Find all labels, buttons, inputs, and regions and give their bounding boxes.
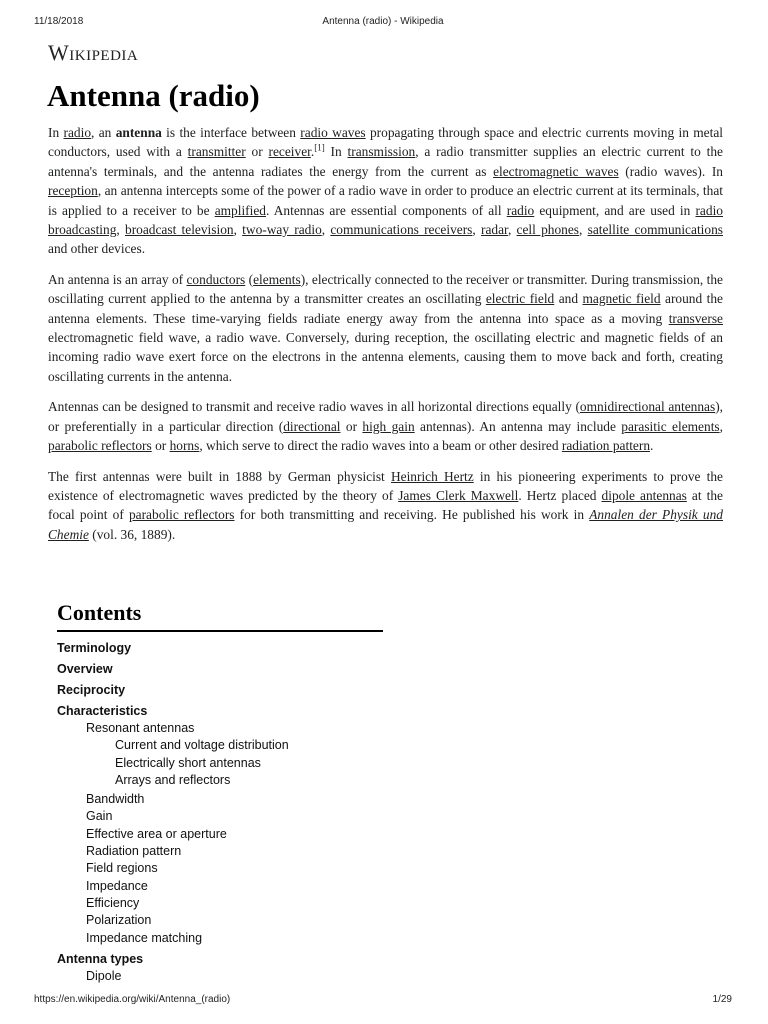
reference-1[interactable]: [1]	[314, 142, 325, 153]
page-title: Antenna (radio)	[47, 78, 260, 113]
link-radio-waves[interactable]: radio waves	[300, 125, 366, 140]
paragraph-2: An antenna is an array of conductors (elements), electrically connected to the receiver or transmitter. During transmission, the oscillating current applied to the antenna by a transmitter creates an oscillating electric field and magnetic field around the antenna elements. These time-varying fields radiate energy away from the antenna into space as a moving transverse electromagnetic field wave, a radio wave. Conversely, during reception, the oscillating electric and magnetic fields of an incoming radio wave exert force on the electrons in the antenna elements, causing them to move back and forth, creating oscillating currents in the antenna.	[48, 271, 724, 384]
print-header	[34, 16, 732, 30]
link-radio-equipment[interactable]: radio	[506, 202, 535, 218]
toc-item-dipole[interactable]: Dipole	[86, 968, 122, 983]
toc-item-reciprocity[interactable]: Reciprocity	[57, 683, 126, 697]
toc-item-radiation-pattern[interactable]: Radiation pattern	[86, 844, 182, 859]
link-directional[interactable]: directional	[283, 418, 341, 434]
toc-item-arrays-and-reflectors[interactable]: Arrays and reflectors	[115, 772, 231, 787]
print-url: https://en.wikipedia.org/wiki/Antenna_(radio)	[34, 994, 231, 1005]
link-amplified[interactable]: amplified	[214, 202, 267, 218]
toc-sublist-resonant	[86, 737, 383, 789]
toc-item-impedance[interactable]: Impedance	[86, 878, 148, 893]
link-parabolic-reflectors-2[interactable]: parabolic reflectors	[128, 507, 235, 523]
link-elements[interactable]: elements	[253, 271, 301, 287]
link-electromagnetic-waves[interactable]: electromagnetic waves	[493, 163, 619, 179]
table-of-contents	[57, 600, 383, 989]
toc-sublist-antenna-types	[57, 968, 383, 985]
print-page-title: Antenna (radio) - Wikipedia	[322, 16, 444, 27]
link-conductors[interactable]: conductors	[186, 271, 246, 287]
link-high-gain[interactable]: high gain	[362, 418, 415, 434]
toc-item-field-regions[interactable]: Field regions	[86, 861, 158, 876]
toc-item-overview[interactable]: Overview	[57, 662, 113, 676]
toc-item-bandwidth[interactable]: Bandwidth	[86, 792, 145, 807]
link-radio-broadcasting[interactable]: radio broadcasting	[48, 202, 723, 238]
link-two-way-radio[interactable]: two-way radio	[242, 222, 322, 238]
link-electric-field[interactable]: electric field	[485, 291, 555, 307]
link-horns[interactable]: horns	[169, 438, 200, 454]
link-radar[interactable]: radar	[480, 222, 508, 238]
paragraph-3: Antennas can be designed to transmit and receive radio waves in all horizontal directions equally (omnidirectional antennas), or preferentially in a particular direction (directional or high gain antennas). An antenna may include parasitic elements, parabolic reflectors or horns, which serve to direct the radio waves into a beam or other desired radiation pattern.	[48, 399, 723, 454]
link-transmitter[interactable]: transmitter	[187, 144, 246, 160]
link-reception[interactable]: reception	[48, 183, 98, 199]
link-transverse[interactable]: transverse	[668, 310, 723, 326]
toc-list	[57, 640, 383, 985]
link-dipole-antennas[interactable]: dipole antennas	[601, 487, 687, 503]
link-communications-receivers[interactable]: communications receivers	[330, 222, 473, 238]
link-parasitic-elements[interactable]: parasitic elements	[621, 418, 720, 434]
toc-item-characteristics[interactable]: Characteristics Resonant antennas Current and voltage distribution Electrically short antennas Arrays and reflectors Bandwidth Gain Effective area or aperture Radiation pattern Field regions Impedance Efficiency Polarization Impedance matching	[57, 703, 383, 947]
paragraph-4: The first antennas were built in 1888 by German physicist Heinrich Hertz in his pioneering experiments to prove the existence of electromagnetic waves predicted by the theory of James Clerk Maxwell. Hertz placed dipole antennas at the focal point of parabolic reflectors for both transmitting and receiving. He published his work in Annalen der Physik und Chemie (vol. 36, 1889).	[48, 468, 723, 542]
toc-item-efficiency[interactable]: Efficiency	[86, 895, 140, 910]
link-parabolic-reflectors[interactable]: parabolic reflectors	[48, 438, 152, 454]
print-page-number: 1/29	[712, 994, 732, 1005]
toc-item-terminology[interactable]: Terminology	[57, 641, 132, 655]
toc-sublist-characteristics	[57, 720, 383, 947]
link-radio[interactable]: radio	[63, 125, 92, 140]
toc-item-antenna-types[interactable]: Antenna types Dipole	[57, 951, 383, 985]
toc-title: Contents	[57, 600, 383, 632]
link-omnidirectional-antennas[interactable]: omnidirectional antennas	[579, 399, 716, 415]
toc-item-current-voltage-distribution[interactable]: Current and voltage distribution	[115, 738, 289, 753]
toc-item-gain[interactable]: Gain	[86, 809, 113, 824]
print-date: 11/18/2018	[34, 16, 84, 27]
toc-item-resonant-antennas[interactable]: Resonant antennas Current and voltage distribution Electrically short antennas Arrays and reflectors	[86, 720, 383, 789]
link-james-clerk-maxwell[interactable]: James Clerk Maxwell	[398, 487, 519, 503]
link-heinrich-hertz[interactable]: Heinrich Hertz	[390, 468, 474, 484]
link-satellite-communications[interactable]: satellite communications	[587, 222, 723, 238]
link-magnetic-field[interactable]: magnetic field	[582, 291, 661, 307]
link-annalen-der-physik[interactable]: Annalen der Physik und Chemie	[48, 507, 723, 542]
toc-item-electrically-short-antennas[interactable]: Electrically short antennas	[115, 755, 261, 770]
print-footer	[34, 994, 732, 1008]
wikipedia-wordmark[interactable]: Wikipedia	[48, 40, 139, 65]
paragraph-1: In radio, an antenna is the interface between radio waves propagating through space and electric currents moving in metal conductors, used with a transmitter or receiver.[1] In transmission, a radio transmitter supplies an electric current to the antenna's terminals, and the antenna radiates the energy from the current as electromagnetic waves (radio waves). In reception, an antenna intercepts some of the power of a radio wave in order to produce an electric current at its terminals, that is applied to a receiver to be amplified. Antennas are essential components of all radio equipment, and are used in radio broadcasting, broadcast television, two-way radio, communications receivers, radar, cell phones, satellite communications and other devices.	[48, 125, 723, 257]
toc-item-effective-area[interactable]: Effective area or aperture	[86, 826, 227, 841]
bold-antenna: antenna	[115, 125, 162, 140]
link-broadcast-television[interactable]: broadcast television	[125, 222, 234, 238]
link-transmission[interactable]: transmission	[347, 144, 416, 160]
link-cell-phones[interactable]: cell phones	[516, 222, 580, 238]
toc-item-polarization[interactable]: Polarization	[86, 913, 152, 928]
link-radiation-pattern[interactable]: radiation pattern	[561, 438, 651, 454]
toc-item-impedance-matching[interactable]: Impedance matching	[86, 930, 203, 945]
article-body	[48, 123, 723, 555]
link-receiver[interactable]: receiver	[268, 144, 311, 160]
